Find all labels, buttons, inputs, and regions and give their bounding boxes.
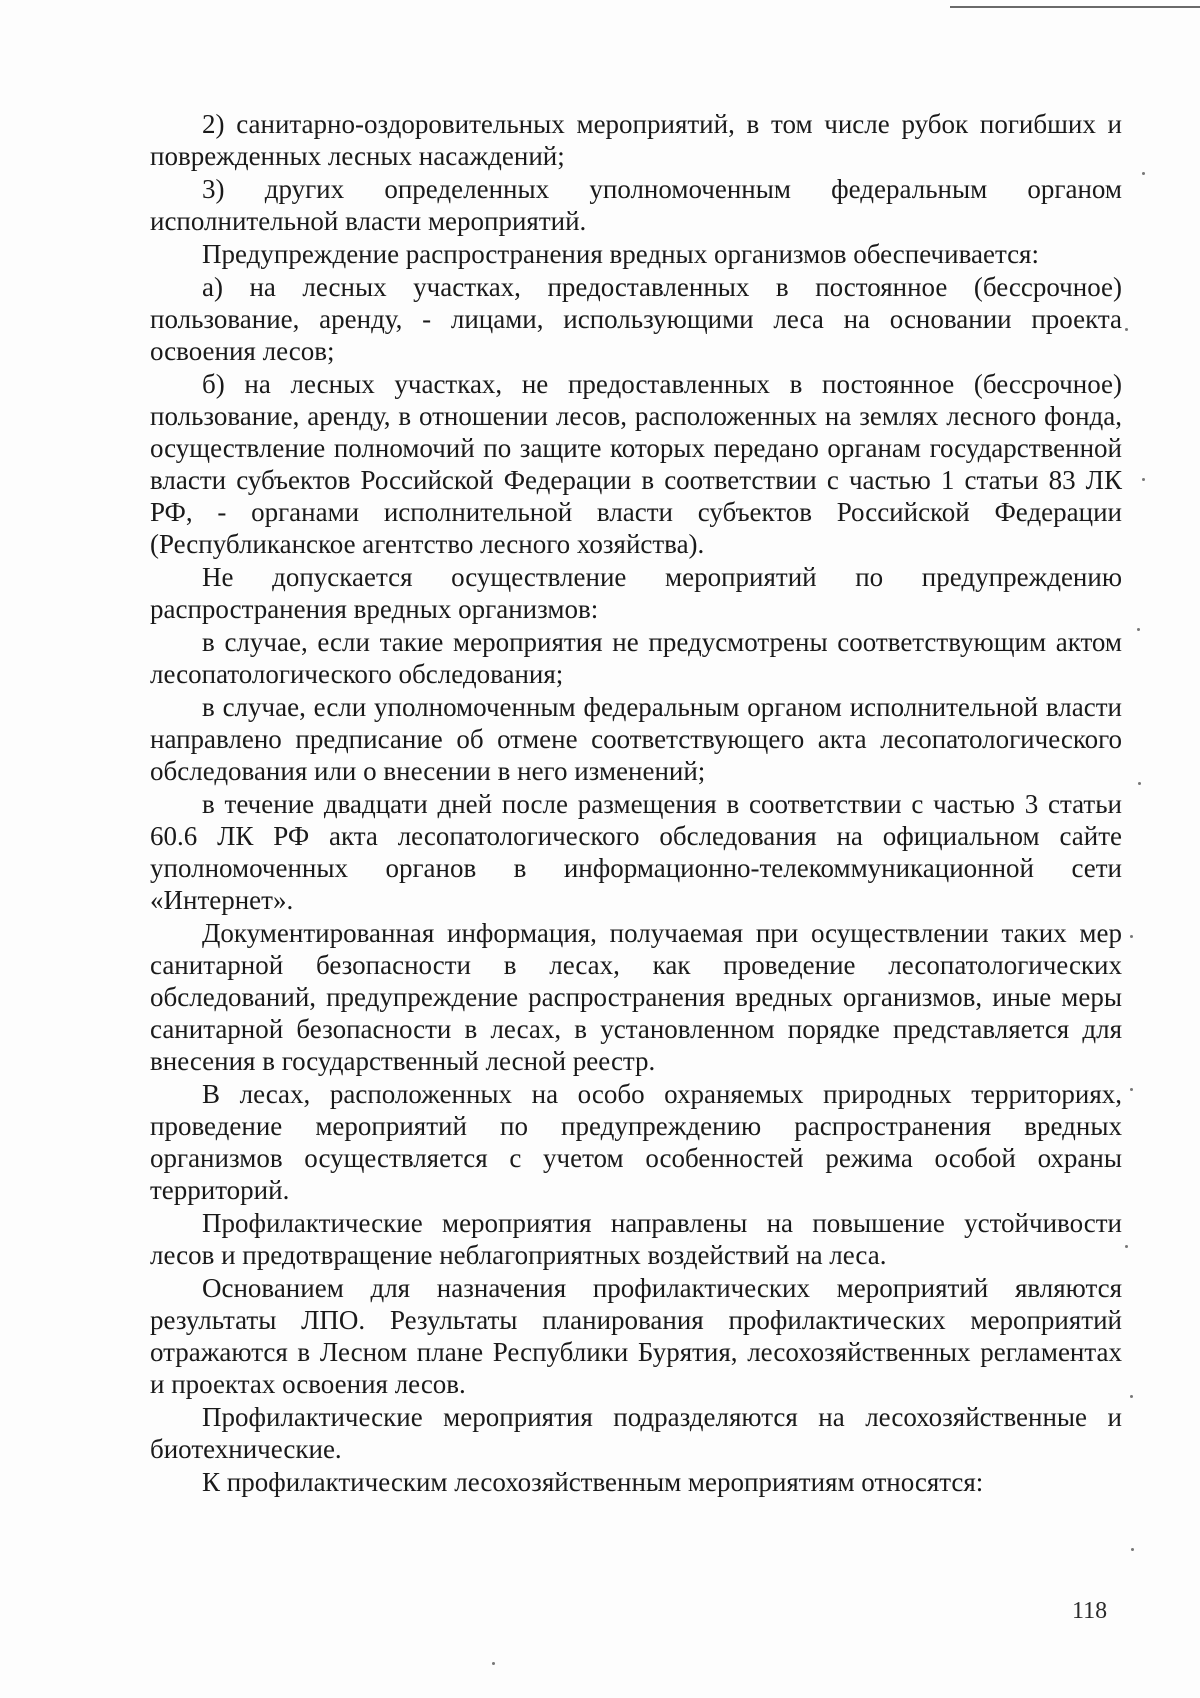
paragraph: Документированная информация, получаемая при осуществлении таких мер санитарной безопасности в лесах, как проведение лесопатологических обследований, предупреждение распространения вредных организмов, иные меры санитарной безопасности в лесах, в установленном порядке представляется для внесения в государственный лесной реестр. <box>150 918 1122 1076</box>
page-number: 118 <box>1072 1598 1108 1624</box>
paragraph: б) на лесных участках, не предоставленных в постоянное (бессрочное) пользование, аренду, в отношении лесов, расположенных на землях лесного фонда, осуществление полномочий по защите которых передано органам государственной власти субъектов Российской Федерации в соответствии с частью 1 статьи 83 ЛК РФ, - органами исполнительной власти субъектов Российской Федерации (Республиканское агентство лесного хозяйства). <box>150 369 1122 559</box>
scan-speck <box>1125 328 1128 331</box>
paragraph: Предупреждение распространения вредных организмов обеспечивается: <box>202 239 1039 269</box>
scan-speck <box>1125 1245 1128 1248</box>
scan-speck <box>1142 478 1145 481</box>
paragraph: Профилактические мероприятия направлены на повышение устойчивости лесов и предотвращение неблагоприятных воздействий на леса. <box>150 1208 1122 1270</box>
scan-speck <box>1142 172 1145 175</box>
scan-speck <box>1130 1395 1133 1398</box>
scan-speck <box>1130 935 1133 938</box>
scan-speck <box>1138 782 1141 785</box>
paragraph: 3) других определенных уполномоченным федеральным органом исполнительной власти мероприятий. <box>150 174 1122 236</box>
paragraph: а) на лесных участках, предоставленных в постоянное (бессрочное) пользование, аренду, - лицами, использующими леса на основании проекта освоения лесов; <box>150 272 1122 366</box>
scan-speck <box>1131 1548 1134 1551</box>
scan-speck <box>492 1662 495 1665</box>
paragraph: 2) санитарно-оздоровительных мероприятий, в том числе рубок погибших и поврежденных лесных насаждений; <box>150 109 1122 171</box>
top-edge-rule <box>950 6 1200 8</box>
paragraph: В лесах, расположенных на особо охраняемых природных территориях, проведение мероприятий по предупреждению распространения вредных организмов осуществляется с учетом особенностей режима особой охраны территорий. <box>150 1079 1122 1205</box>
paragraph: в случае, если уполномоченным федеральным органом исполнительной власти направлено предписание об отмене соответствующего акта лесопатологического обследования или о внесении в него изменений; <box>150 692 1122 786</box>
paragraph: Не допускается осуществление мероприятий по предупреждению распространения вредных организмов: <box>150 562 1122 624</box>
scan-speck <box>1130 1088 1133 1091</box>
document-body <box>150 108 1122 1498</box>
paragraph: Профилактические мероприятия подразделяются на лесохозяйственные и биотехнические. <box>150 1402 1122 1464</box>
paragraph: Основанием для назначения профилактических мероприятий являются результаты ЛПО. Результаты планирования профилактических мероприятий отражаются в Лесном плане Республики Бурятия, лесохозяйственных регламентах и проектах освоения лесов. <box>150 1273 1122 1399</box>
paragraph: К профилактическим лесохозяйственным мероприятиям относятся: <box>202 1467 984 1497</box>
paragraph: в течение двадцати дней после размещения в соответствии с частью 3 статьи 60.6 ЛК РФ акта лесопатологического обследования на официальном сайте уполномоченных органов в информационно-телекоммуникационной сети «Интернет». <box>150 789 1122 915</box>
paragraph: в случае, если такие мероприятия не предусмотрены соответствующим актом лесопатологического обследования; <box>150 627 1122 689</box>
scan-speck <box>1137 628 1140 631</box>
